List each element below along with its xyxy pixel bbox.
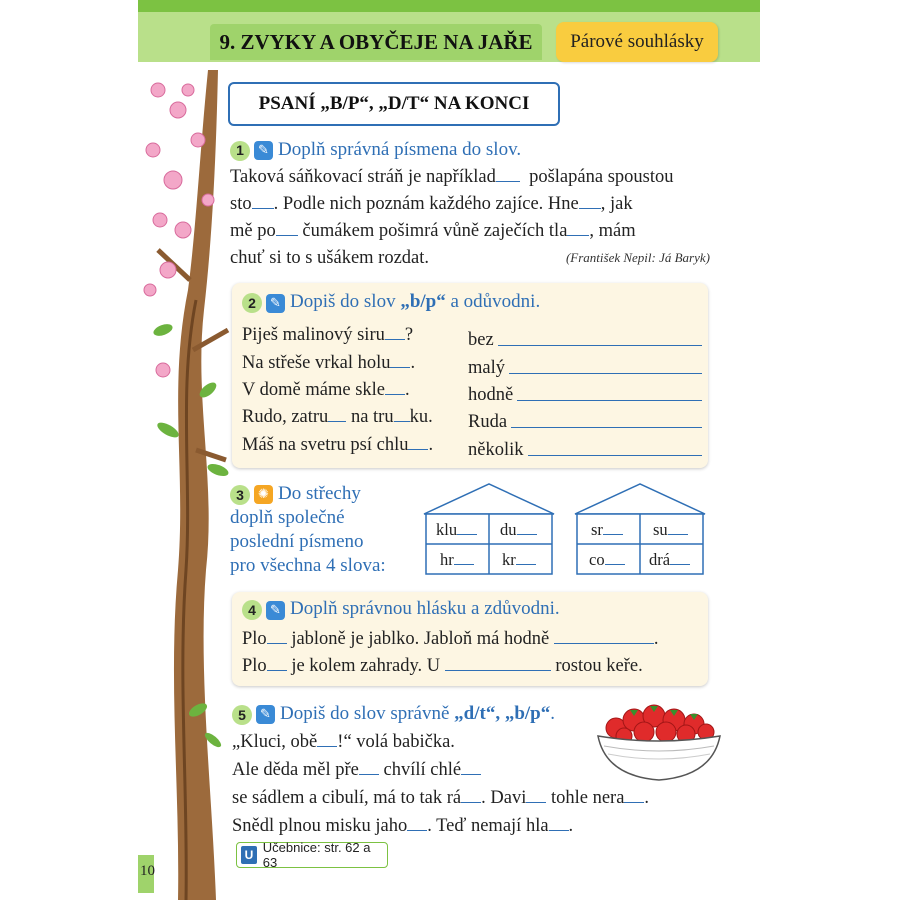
blank[interactable]	[461, 802, 481, 803]
answer-line[interactable]	[528, 454, 703, 456]
text-line	[230, 164, 720, 191]
question-text: .	[405, 380, 410, 400]
blank[interactable]	[624, 802, 644, 803]
topic-tab[interactable]: Párové souhlásky	[556, 22, 718, 62]
blank[interactable]	[276, 235, 298, 236]
question-text: Na střeše vrkal holu	[242, 353, 391, 373]
blank[interactable]	[454, 564, 474, 565]
blank[interactable]	[408, 449, 428, 450]
reason-word: malý	[468, 358, 505, 378]
reason-word: bez	[468, 330, 494, 350]
textbook-reference-text: Učebnice: str. 62 a 63	[262, 840, 371, 870]
exercise-row	[242, 353, 702, 379]
text-line: Ale děda měl pře chvílí chlé	[232, 756, 712, 784]
question-text: na tru	[346, 407, 394, 427]
title-bold: „b/p“	[400, 291, 446, 312]
exercise-number: 5	[232, 705, 252, 725]
exercise-number: 3	[230, 485, 250, 505]
text-fragment: čumákem pošimrá vůně zaječích tla	[297, 221, 568, 241]
blank[interactable]	[317, 746, 337, 747]
blank[interactable]	[385, 339, 405, 340]
exercise-5-title: Dopiš do slov správně „d/t“, „b/p“.	[280, 703, 555, 724]
lightbulb-icon: ✺	[254, 485, 273, 504]
instruction-text: Do střechy	[278, 483, 361, 504]
exercise-4	[232, 592, 708, 686]
exercise-number: 4	[242, 600, 262, 620]
blank[interactable]	[407, 830, 427, 831]
blank[interactable]	[328, 421, 346, 422]
blank[interactable]	[526, 802, 546, 803]
text-fragment: . Podle nich poznám každého zajíce. Hne	[273, 194, 579, 214]
text-line	[230, 191, 720, 218]
instruction-text: pro všechna 4 slova:	[230, 555, 386, 576]
exercise-3-line	[230, 482, 410, 506]
title-text: Dopiš do slov	[290, 291, 401, 312]
answer-line[interactable]	[554, 643, 654, 644]
citation: (František Nepil: Já Baryk)	[565, 250, 710, 265]
house-puzzle-1	[422, 482, 556, 576]
header-stripe	[138, 0, 760, 12]
blank[interactable]	[668, 534, 688, 535]
strawberry-bowl-illustration	[594, 696, 724, 782]
exercise-1-title: Doplň správná písmena do slov.	[278, 139, 522, 160]
blank[interactable]	[603, 534, 623, 535]
blank[interactable]	[390, 367, 410, 368]
blank[interactable]	[496, 181, 520, 182]
blank[interactable]	[670, 564, 690, 565]
blank[interactable]	[579, 208, 601, 209]
blank[interactable]	[394, 421, 410, 422]
question-text: .	[428, 435, 434, 455]
pencil-icon: ✎	[256, 705, 275, 724]
answer-line[interactable]	[509, 372, 702, 374]
answer-line[interactable]	[445, 670, 551, 671]
pencil-icon: ✎	[254, 141, 273, 160]
blank[interactable]	[567, 235, 589, 236]
exercise-3	[230, 482, 410, 578]
question-text: V domě máme skle	[242, 380, 386, 400]
reason-word: Ruda	[468, 412, 508, 432]
reason-word: několik	[468, 440, 524, 460]
exercise-4-title: Doplň správnou hlásku a zdůvodni.	[290, 598, 560, 619]
exercise-number: 1	[230, 141, 250, 161]
house-word: co	[589, 550, 625, 570]
exercise-row	[242, 435, 702, 461]
question-text: Rudo, zatru	[242, 407, 329, 427]
pencil-icon: ✎	[266, 294, 285, 313]
exercise-line: Plo jabloně je jablko. Jabloň má hodně .	[242, 629, 659, 649]
house-word: drá	[649, 550, 690, 570]
blank[interactable]	[267, 670, 287, 671]
house-word: klu	[436, 520, 477, 540]
reason-word: hodně	[468, 385, 514, 405]
title-text: a odůvodni.	[445, 291, 541, 312]
text-line: se sádlem a cibulí, má to tak rá . Davi tohle nera .	[232, 788, 650, 808]
answer-line[interactable]	[498, 344, 702, 346]
exercise-number: 2	[242, 293, 262, 313]
pencil-icon: ✎	[266, 601, 285, 620]
question-text: ku.	[409, 407, 433, 427]
exercise-2-header	[242, 291, 540, 313]
blank[interactable]	[359, 774, 379, 775]
house-word: sr	[591, 520, 623, 540]
instruction-text: poslední písmeno	[230, 531, 364, 552]
text-fragment: chuť si to s ušákem rozdat.	[230, 248, 430, 268]
house-word: kr	[502, 550, 536, 570]
question-text: Máš na svetru psí chlu	[242, 435, 409, 455]
question-text: .	[410, 353, 416, 373]
text-fragment: pošlapána spoustou	[529, 167, 674, 187]
section-heading: PSANÍ „B/P“, „D/T“ NA KONCI	[228, 82, 560, 126]
exercise-row	[242, 325, 702, 351]
question-text: Piješ malinový siru	[242, 325, 385, 345]
exercise-2	[232, 283, 708, 468]
text-fragment: mě po	[230, 221, 276, 241]
blank[interactable]	[516, 564, 536, 565]
chapter-title: 9. ZVYKY A OBYČEJE NA JAŘE	[210, 24, 542, 60]
blank[interactable]	[267, 643, 287, 644]
exercise-2-title	[290, 291, 540, 312]
blank[interactable]	[549, 830, 569, 831]
textbook-reference[interactable]	[236, 842, 388, 868]
text-fragment: , mám	[589, 221, 636, 241]
house-word: su	[653, 520, 688, 540]
blank[interactable]	[517, 534, 537, 535]
exercise-1	[230, 136, 720, 272]
exercise-row	[242, 380, 702, 406]
text-line: „Kluci, obě !“ volá babička.	[232, 732, 455, 752]
question-text: ?	[404, 325, 414, 345]
house-word: hr	[440, 550, 474, 570]
page-number: 10	[140, 863, 155, 879]
text-fragment: , jak	[600, 194, 633, 214]
blank[interactable]	[385, 394, 405, 395]
blank[interactable]	[605, 564, 625, 565]
answer-line[interactable]	[517, 399, 702, 401]
exercise-4-header	[242, 598, 560, 620]
text-fragment: sto	[230, 194, 252, 214]
blossom-tree-illustration	[138, 30, 233, 900]
house-puzzle-2	[573, 482, 707, 576]
text-line	[230, 218, 720, 245]
house-word: du	[500, 520, 537, 540]
blank[interactable]	[252, 208, 274, 209]
text-fragment: Taková sáňkovací stráň je například	[230, 167, 496, 187]
text-line: Snědl plnou misku jaho . Teď nemají hla .	[232, 816, 574, 836]
blank[interactable]	[457, 534, 477, 535]
exercise-1-header	[230, 136, 720, 164]
instruction-text: doplň společné	[230, 507, 345, 528]
exercise-line: Plo je kolem zahrady. U rostou keře.	[242, 656, 643, 676]
answer-line[interactable]	[511, 426, 702, 428]
textbook-badge: U	[241, 846, 257, 864]
exercise-row	[242, 407, 702, 433]
blank[interactable]	[461, 774, 481, 775]
